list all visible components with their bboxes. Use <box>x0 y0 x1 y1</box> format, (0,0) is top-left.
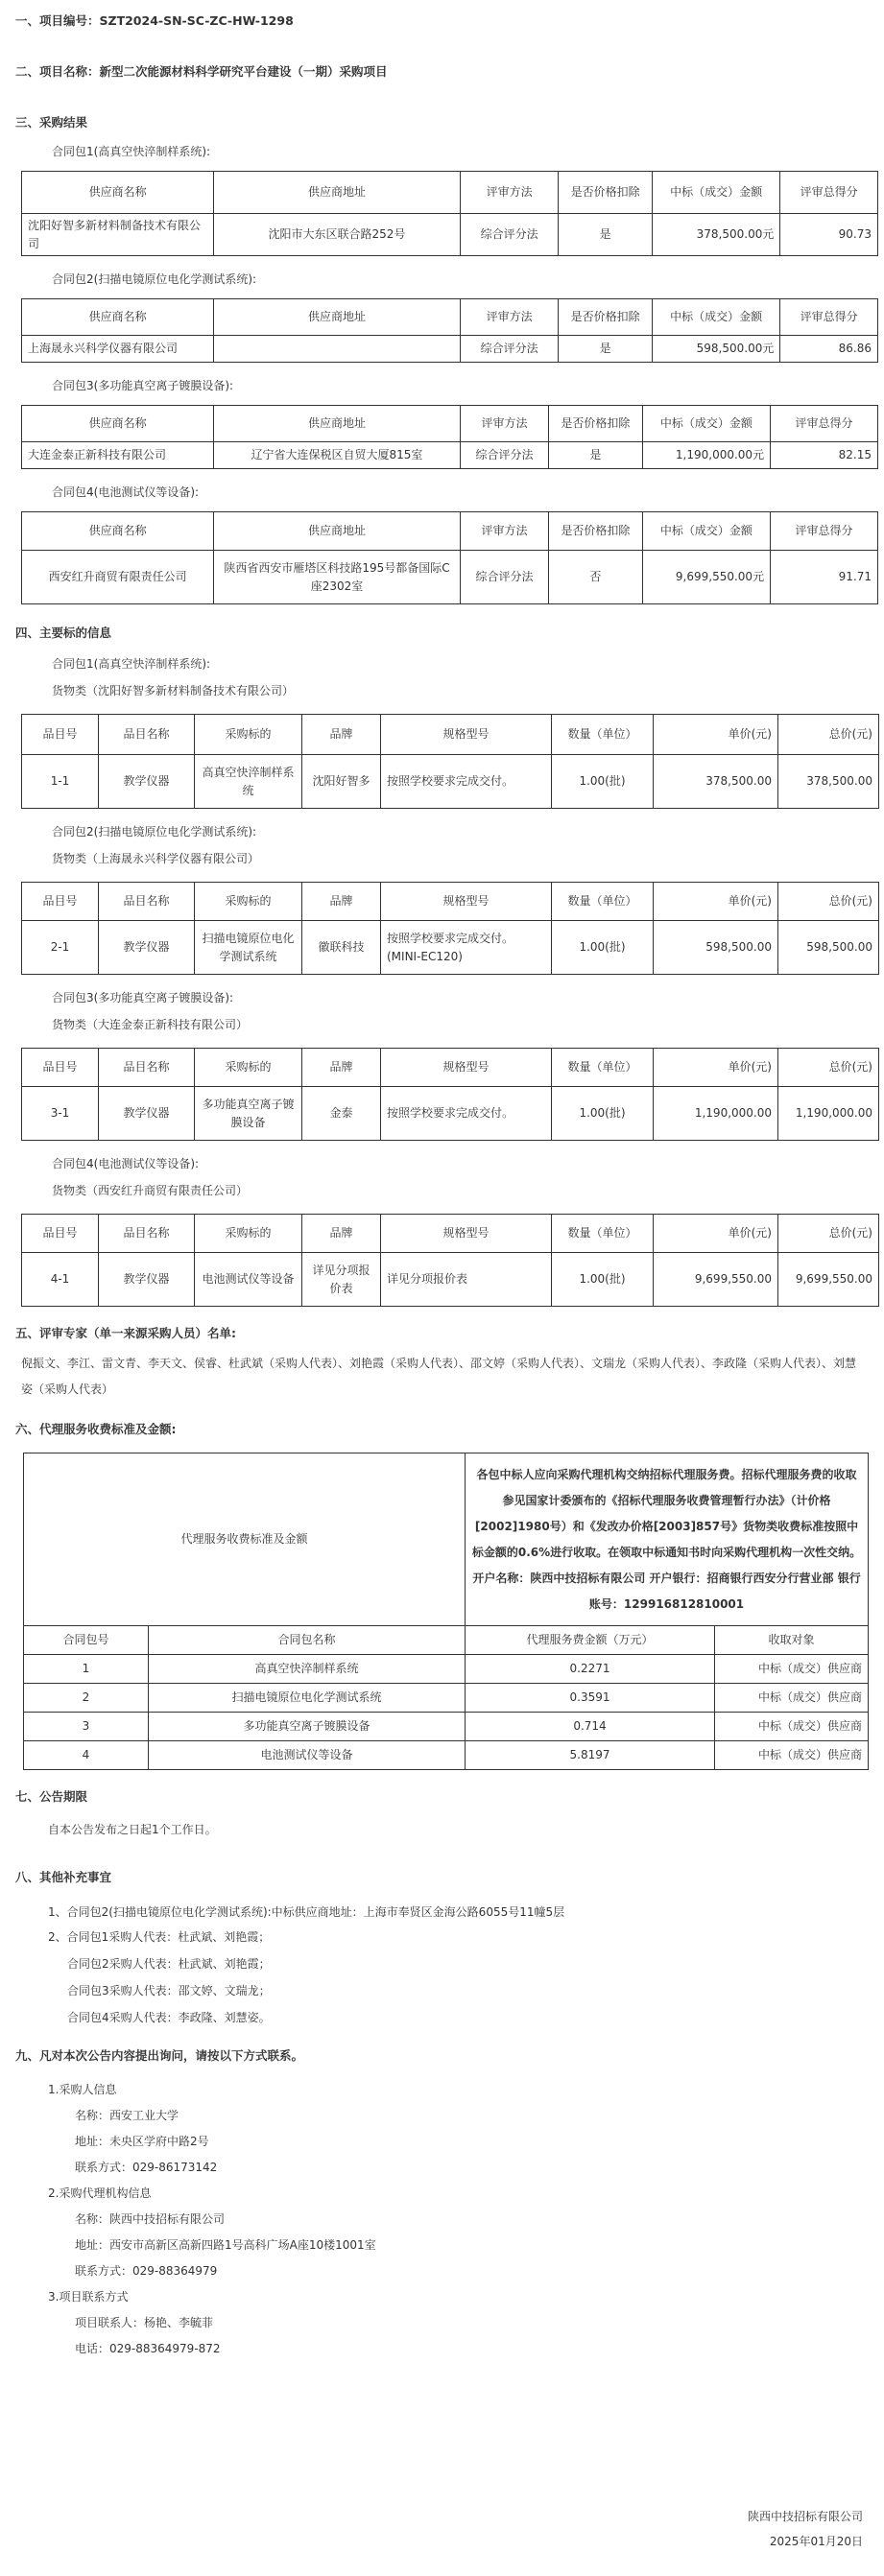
table-header: 数量（单位） <box>552 883 654 921</box>
table-header: 品牌 <box>302 715 381 755</box>
agency-name: 名称：陕西中技招标有限公司 <box>75 2212 226 2226</box>
table-cell: 598,500.00 <box>654 921 778 975</box>
table-header: 规格型号 <box>381 1215 552 1253</box>
result-package-caption: 合同包4(电池测试仪等设备): <box>52 485 200 499</box>
table-header: 品牌 <box>302 1215 381 1253</box>
table-cell: 5.8197 <box>466 1741 715 1770</box>
table-cell: 金泰 <box>302 1087 381 1141</box>
table-cell: 详见分项报价表 <box>302 1253 381 1307</box>
item-goods-line: 货物类（沈阳好智多新材料制备技术有限公司） <box>52 684 295 697</box>
item-package-caption: 合同包1(高真空快淬制样系统): <box>52 657 211 671</box>
table-cell: 1.00(批) <box>552 755 654 809</box>
table-cell: 按照学校要求完成交付。 <box>381 1087 552 1141</box>
buyer-heading: 1.采购人信息 <box>48 2083 117 2096</box>
table-cell: 86.86 <box>780 336 878 363</box>
item-package-caption: 合同包3(多功能真空离子镀膜设备): <box>52 991 234 1004</box>
table-cell: 教学仪器 <box>99 921 195 975</box>
table-cell: 598,500.00 <box>778 921 879 975</box>
buyer-name: 名称：西安工业大学 <box>75 2109 179 2122</box>
table-header: 合同包名称 <box>149 1626 466 1655</box>
table-cell: 378,500.00 <box>654 755 778 809</box>
table-header: 采购标的 <box>195 1215 302 1253</box>
table-header: 数量（单位） <box>552 1049 654 1087</box>
table-row <box>24 1684 869 1713</box>
table-cell: 1,190,000.00元 <box>642 442 770 469</box>
table-cell: 陕西省西安市雁塔区科技路195号都备国际C座2302室 <box>214 551 461 604</box>
item-package-caption: 合同包4(电池测试仪等设备): <box>52 1157 200 1170</box>
table-cell: 4-1 <box>22 1253 99 1307</box>
table-cell: 1.00(批) <box>552 1253 654 1307</box>
other-matters-subline: 合同包4采购人代表：李政隆、刘慧姿。 <box>67 2011 271 2024</box>
table-header: 评审总得分 <box>771 406 878 442</box>
table-cell: 598,500.00元 <box>652 336 779 363</box>
table-header: 总价(元) <box>778 1215 879 1253</box>
table-cell: 按照学校要求完成交付。 <box>381 755 552 809</box>
table-header: 评审方法 <box>460 406 548 442</box>
table-row <box>24 1655 869 1684</box>
table-cell: 1.00(批) <box>552 921 654 975</box>
table-header: 中标（成交）金额 <box>652 299 779 336</box>
table-cell: 0.714 <box>466 1713 715 1741</box>
table-cell: 中标（成交）供应商 <box>715 1684 869 1713</box>
buyer-contact: 联系方式：029-86173142 <box>75 2161 218 2174</box>
table-header: 采购标的 <box>195 715 302 755</box>
table-cell <box>214 336 461 363</box>
table-cell: 1,190,000.00 <box>654 1087 778 1141</box>
table-header: 品目名称 <box>99 883 195 921</box>
buyer-address: 地址：未央区学府中路2号 <box>75 2135 209 2148</box>
table-header: 中标（成交）金额 <box>652 172 779 214</box>
table-cell: 0.3591 <box>466 1684 715 1713</box>
experts-list: 倪振文、李江、雷文青、李天文、侯睿、杜武斌（采购人代表）、刘艳霞（采购人代表）、邵文婷（采购人代表）、文瑞龙（采购人代表）、李政隆（采购人代表）、刘慧姿（采购人代表） <box>21 1357 857 1396</box>
table-cell: 中标（成交）供应商 <box>715 1741 869 1770</box>
table-header: 合同包号 <box>24 1626 149 1655</box>
table-cell: 是 <box>559 214 653 256</box>
table-header: 品目名称 <box>99 715 195 755</box>
table-header: 单价(元) <box>654 883 778 921</box>
table-header: 是否价格扣除 <box>559 299 653 336</box>
table-header: 采购标的 <box>195 1049 302 1087</box>
section-main-items: 四、主要标的信息 <box>15 626 112 640</box>
table-header: 总价(元) <box>778 883 879 921</box>
table-row <box>22 551 878 604</box>
table-cell: 高真空快淬制样系统 <box>195 755 302 809</box>
table-row <box>22 1087 879 1141</box>
section-notice-period: 七、公告期限 <box>15 1789 88 1804</box>
contact-block <box>15 2077 871 2362</box>
table-cell: 中标（成交）供应商 <box>715 1655 869 1684</box>
result-package-caption: 合同包2(扫描电镜原位电化学测试系统): <box>52 272 257 286</box>
project-number-label: 一、项目编号： <box>15 13 100 28</box>
table-cell: 综合评分法 <box>460 442 548 469</box>
table-cell: 91.71 <box>771 551 878 604</box>
table-cell: 是 <box>559 336 653 363</box>
table-header: 数量（单位） <box>552 715 654 755</box>
table-header: 是否价格扣除 <box>549 406 643 442</box>
result-package-caption: 合同包1(高真空快淬制样系统): <box>52 145 211 158</box>
table-header: 单价(元) <box>654 715 778 755</box>
table-row <box>22 921 879 975</box>
table-cell: 3 <box>24 1713 149 1741</box>
table-cell: 电池测试仪等设备 <box>149 1741 466 1770</box>
table-cell: 教学仪器 <box>99 755 195 809</box>
table-header: 总价(元) <box>778 715 879 755</box>
item-table-4 <box>21 1214 879 1307</box>
result-package-caption: 合同包3(多功能真空离子镀膜设备): <box>52 379 234 392</box>
table-header: 品目号 <box>22 1215 99 1253</box>
table-row <box>24 1741 869 1770</box>
table-cell: 徽联科技 <box>302 921 381 975</box>
project-contact-people: 项目联系人：杨艳、李毓菲 <box>75 2316 214 2329</box>
table-cell: 大连金泰正新科技有限公司 <box>22 442 214 469</box>
table-header: 收取对象 <box>715 1626 869 1655</box>
table-cell: 辽宁省大连保税区自贸大厦815室 <box>214 442 461 469</box>
item-package-caption: 合同包2(扫描电镜原位电化学测试系统): <box>52 825 257 839</box>
project-contact-phone: 电话：029-88364979-872 <box>75 2342 221 2355</box>
table-cell: 西安红升商贸有限责任公司 <box>22 551 214 604</box>
table-header: 品目号 <box>22 883 99 921</box>
item-goods-line: 货物类（上海晟永兴科学仪器有限公司） <box>52 852 260 865</box>
table-cell: 9,699,550.00元 <box>642 551 770 604</box>
table-cell: 否 <box>549 551 643 604</box>
table-cell: 上海晟永兴科学仪器有限公司 <box>22 336 214 363</box>
table-header: 品目号 <box>22 715 99 755</box>
table-cell: 2-1 <box>22 921 99 975</box>
table-header: 供应商地址 <box>214 406 461 442</box>
table-cell: 中标（成交）供应商 <box>715 1713 869 1741</box>
table-header: 评审方法 <box>460 512 548 551</box>
agency-fee-table <box>23 1453 869 1770</box>
table-cell: 9,699,550.00 <box>778 1253 879 1307</box>
section-procurement-result: 三、采购结果 <box>15 115 88 130</box>
agency-heading: 2.采购代理机构信息 <box>48 2186 152 2200</box>
table-cell: 教学仪器 <box>99 1087 195 1141</box>
section-contact: 九、凡对本次公告内容提出询问，请按以下方式联系。 <box>15 2048 304 2063</box>
project-number-value: SZT2024-SN-SC-ZC-HW-1298 <box>99 13 294 28</box>
table-header: 评审总得分 <box>780 299 878 336</box>
table-row <box>22 442 878 469</box>
table-header: 供应商名称 <box>22 299 214 336</box>
table-header: 品目名称 <box>99 1049 195 1087</box>
other-matters-subline: 合同包3采购人代表：邵文婷、文瑞龙； <box>67 1984 271 1997</box>
table-header: 中标（成交）金额 <box>642 512 770 551</box>
result-table-2 <box>21 298 878 363</box>
other-matters-line: 2、合同包1采购人代表：杜武斌、刘艳霞； <box>48 1930 271 1944</box>
table-row <box>22 1253 879 1307</box>
table-cell: 综合评分法 <box>460 214 559 256</box>
table-cell: 沈阳好智多新材料制备技术有限公司 <box>22 214 214 256</box>
table-cell: 是 <box>549 442 643 469</box>
table-cell: 教学仪器 <box>99 1253 195 1307</box>
table-header: 单价(元) <box>654 1049 778 1087</box>
table-cell: 1-1 <box>22 755 99 809</box>
table-header: 代理服务费金额（万元） <box>466 1626 715 1655</box>
table-header: 供应商名称 <box>22 172 214 214</box>
project-name-value: 新型二次能源材料科学研究平台建设（一期）采购项目 <box>99 64 388 79</box>
section-experts: 五、评审专家（单一来源采购人员）名单: <box>15 1326 236 1340</box>
table-header: 规格型号 <box>381 883 552 921</box>
project-name-label: 二、项目名称： <box>15 64 100 79</box>
table-cell: 详见分项报价表 <box>381 1253 552 1307</box>
table-header: 数量（单位） <box>552 1215 654 1253</box>
table-cell: 扫描电镜原位电化学测试系统 <box>149 1684 466 1713</box>
table-header: 中标（成交）金额 <box>642 406 770 442</box>
table-cell: 按照学校要求完成交付。(MINI-EC120) <box>381 921 552 975</box>
table-cell: 1,190,000.00 <box>778 1087 879 1141</box>
table-row <box>22 755 879 809</box>
table-cell: 378,500.00 <box>778 755 879 809</box>
agency-contact: 联系方式：029-88364979 <box>75 2264 218 2278</box>
table-cell: 电池测试仪等设备 <box>195 1253 302 1307</box>
table-cell: 综合评分法 <box>460 551 548 604</box>
table-header: 供应商地址 <box>214 512 461 551</box>
table-header: 品牌 <box>302 1049 381 1087</box>
table-cell: 3-1 <box>22 1087 99 1141</box>
table-row <box>22 336 878 363</box>
table-header: 供应商地址 <box>214 299 461 336</box>
footer-org: 陕西中技招标有限公司 <box>747 2510 863 2523</box>
item-table-1 <box>21 714 879 809</box>
table-cell: 1 <box>24 1655 149 1684</box>
table-cell: 1.00(批) <box>552 1087 654 1141</box>
table-header: 评审方法 <box>460 172 559 214</box>
table-cell: 沈阳好智多 <box>302 755 381 809</box>
fee-standard-note: 各包中标人应向采购代理机构交纳招标代理服务费。招标代理服务费的收取参见国家计委颁布的《招标代理服务收费管理暂行办法》（计价格[2002]1980号）和《发改办价格[2003]857号》货物类收费标准按照中标金额的0.6%进行收取。在领取中标通知书时向采购代理机构一次性交纳。开户名称：陕西中技招标有限公司 开户银行：招商银行西安分行营业部 银行账号：129916812810001 <box>466 1453 869 1626</box>
table-cell: 0.2271 <box>466 1655 715 1684</box>
table-header: 品牌 <box>302 883 381 921</box>
table-cell: 378,500.00元 <box>652 214 779 256</box>
table-header: 规格型号 <box>381 715 552 755</box>
table-header: 是否价格扣除 <box>549 512 643 551</box>
agency-address: 地址：西安市高新区高新四路1号高科广场A座10楼1001室 <box>75 2238 376 2252</box>
table-cell: 多功能真空离子镀膜设备 <box>195 1087 302 1141</box>
table-header: 评审总得分 <box>780 172 878 214</box>
other-matters-subline: 合同包2采购人代表：杜武斌、刘艳霞； <box>67 1957 271 1971</box>
footer-signature <box>748 2506 863 2552</box>
notice-period-text: 自本公告发布之日起1个工作日。 <box>48 1823 217 1836</box>
item-table-2 <box>21 882 879 975</box>
table-cell: 扫描电镜原位电化学测试系统 <box>195 921 302 975</box>
table-header: 评审方法 <box>460 299 559 336</box>
result-table-3 <box>21 405 878 469</box>
table-header: 是否价格扣除 <box>559 172 653 214</box>
table-row <box>22 214 878 256</box>
table-cell: 综合评分法 <box>460 336 559 363</box>
other-matters-line: 1、合同包2(扫描电镜原位电化学测试系统):中标供应商地址：上海市奉贤区金海公路6055号11幢5层 <box>48 1905 565 1919</box>
table-header: 采购标的 <box>195 883 302 921</box>
table-cell: 4 <box>24 1741 149 1770</box>
table-cell: 90.73 <box>780 214 878 256</box>
table-header: 评审总得分 <box>771 512 878 551</box>
table-cell: 82.15 <box>771 442 878 469</box>
table-header: 单价(元) <box>654 1215 778 1253</box>
fee-standard-label: 代理服务收费标准及金额 <box>24 1453 466 1626</box>
item-goods-line: 货物类（西安红升商贸有限责任公司） <box>52 1184 249 1197</box>
table-header: 供应商地址 <box>214 172 461 214</box>
table-cell: 沈阳市大东区联合路252号 <box>214 214 461 256</box>
table-header: 总价(元) <box>778 1049 879 1087</box>
table-row <box>24 1713 869 1741</box>
table-header: 品目名称 <box>99 1215 195 1253</box>
table-cell: 高真空快淬制样系统 <box>149 1655 466 1684</box>
project-contact-heading: 3.项目联系方式 <box>48 2290 129 2304</box>
result-table-4 <box>21 511 878 604</box>
project-number <box>15 12 871 31</box>
table-cell: 多功能真空离子镀膜设备 <box>149 1713 466 1741</box>
section-agency-fee: 六、代理服务收费标准及金额: <box>15 1422 177 1436</box>
project-name <box>15 62 871 82</box>
item-goods-line: 货物类（大连金泰正新科技有限公司） <box>52 1018 249 1031</box>
table-cell: 2 <box>24 1684 149 1713</box>
footer-date: 2025年01月20日 <box>769 2535 863 2548</box>
table-header: 品目号 <box>22 1049 99 1087</box>
table-header: 规格型号 <box>381 1049 552 1087</box>
item-table-3 <box>21 1048 879 1141</box>
table-header: 供应商名称 <box>22 406 214 442</box>
table-cell: 9,699,550.00 <box>654 1253 778 1307</box>
result-table-1 <box>21 171 878 256</box>
table-header: 供应商名称 <box>22 512 214 551</box>
section-other-matters: 八、其他补充事宜 <box>15 1870 112 1884</box>
